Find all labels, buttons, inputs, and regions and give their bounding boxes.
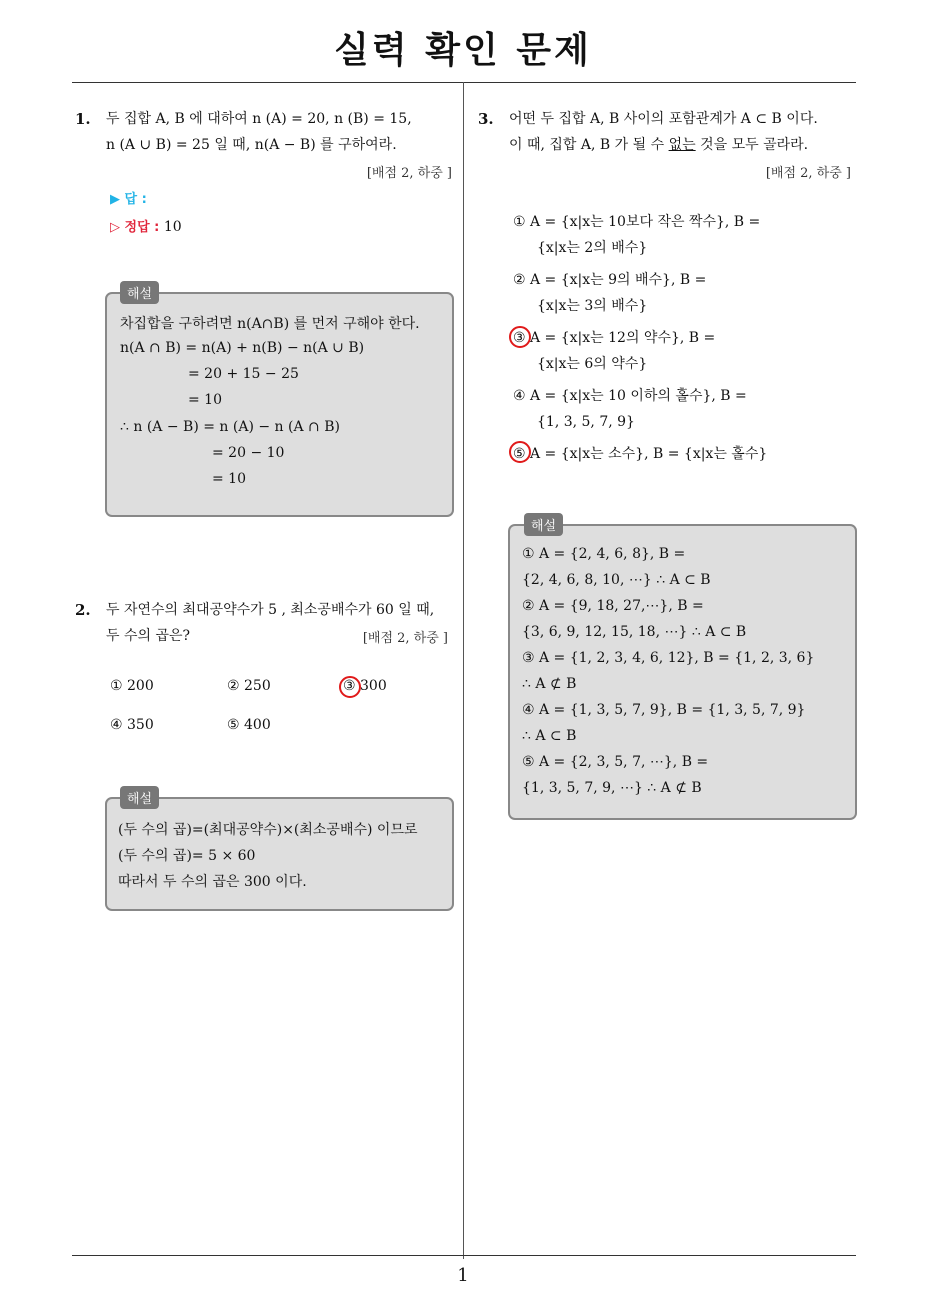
selected-answer-circle <box>339 676 361 698</box>
q1-answer <box>110 187 147 213</box>
column-divider <box>463 82 464 1259</box>
correct-value: 10 <box>163 219 182 235</box>
selected-answer-circle <box>509 441 531 463</box>
q3-line2-a: 이 때, 집합 A, B 가 될 수 <box>509 137 669 153</box>
bottom-rule <box>72 1255 856 1256</box>
q1-exp-line: = 10 <box>188 392 222 408</box>
q1-exp-line: = 20 + 15 − 25 <box>188 366 299 382</box>
q2-exp-line: (두 수의 곱)=(최대공약수)×(최소공배수) 이므로 <box>118 822 418 838</box>
q2-exp-line: (두 수의 곱)= 5 × 60 <box>118 848 256 864</box>
q2-line1: 두 자연수의 최대공약수가 5 , 최소공배수가 60 일 때, <box>106 602 435 618</box>
q3-choice-1[interactable] <box>513 209 760 261</box>
q3-choice-line: ③ A = {x|x는 12의 약수}, B = <box>513 330 716 346</box>
page-title: 실력 확인 문제 <box>334 30 592 71</box>
q1-exp-line: n(A ∩ B) = n(A) + n(B) − n(A ∪ B) <box>120 340 365 356</box>
q3-exp-line: ② A = {9, 18, 27,⋯}, B = <box>522 598 704 614</box>
q3-meta: [배점 2, 하중 ] <box>765 166 851 181</box>
q1-text <box>106 106 412 158</box>
q3-choice-5[interactable] <box>513 441 767 467</box>
q2-number: 2. <box>75 601 91 619</box>
q3-exp-line: {3, 6, 9, 12, 15, 18, ⋯} ∴ A ⊂ B <box>522 624 747 640</box>
q3-exp-line: ③ A = {1, 2, 3, 4, 6, 12}, B = {1, 2, 3, 6} <box>522 650 815 666</box>
q3-choice-3[interactable] <box>513 325 715 377</box>
q3-text <box>509 106 818 158</box>
q1-explanation-label: 해설 <box>120 281 159 304</box>
q1-exp-line: = 20 − 10 <box>212 445 285 461</box>
q3-choice-line: ② A = {x|x는 9의 배수}, B = <box>513 272 707 288</box>
q3-number: 3. <box>478 110 494 128</box>
q3-explanation-label: 해설 <box>524 513 563 536</box>
q3-line1: 어떤 두 집합 A, B 사이의 포함관계가 A ⊂ B 이다. <box>509 111 818 127</box>
q2-exp-line: 따라서 두 수의 곱은 300 이다. <box>118 874 307 890</box>
q1-exp-line: = 10 <box>212 471 246 487</box>
q3-choice-4[interactable] <box>513 383 747 435</box>
q2-line2: 두 수의 곱은? <box>106 628 191 644</box>
q3-choice-line: {x|x는 6의 약수} <box>537 356 648 372</box>
q1-exp-line: ∴ n (A − B) = n (A) − n (A ∩ B) <box>120 419 340 435</box>
selected-answer-circle <box>509 326 531 348</box>
q2-choice-4[interactable]: ④ 350 <box>110 717 154 733</box>
answer-label: ▶ 답 : <box>110 192 147 207</box>
q3-choice-line: ① A = {x|x는 10보다 작은 짝수}, B = <box>513 214 761 230</box>
q3-line2 <box>509 132 818 158</box>
q2-choice-3[interactable]: ③ 300 <box>343 678 387 694</box>
q2-choice-1[interactable]: ① 200 <box>110 678 154 694</box>
q2-explanation-label: 해설 <box>120 786 159 809</box>
correct-label: ▷ 정답 : <box>110 220 160 235</box>
q2-meta: [배점 2, 하중 ] <box>362 631 448 646</box>
q3-choice-line: {1, 3, 5, 7, 9} <box>537 414 635 430</box>
q3-explanation-box <box>508 524 857 820</box>
q3-choice-line: {x|x는 3의 배수} <box>537 298 648 314</box>
q3-choice-2[interactable] <box>513 267 706 319</box>
q1-number: 1. <box>75 110 91 128</box>
q1-line1: 두 집합 A, B 에 대하여 n (A) = 20, n (B) = 15, <box>106 111 412 127</box>
q1-exp-line: 차집합을 구하려면 n(A∩B) 를 먼저 구해야 한다. <box>120 316 420 332</box>
q3-choice-line: ⑤ A = {x|x는 소수}, B = {x|x는 홀수} <box>513 446 768 462</box>
q1-meta: [배점 2, 하중 ] <box>366 166 452 181</box>
q1-correct <box>110 214 182 241</box>
q2-choice-2[interactable]: ② 250 <box>227 678 271 694</box>
q2-choice-5[interactable]: ⑤ 400 <box>227 717 271 733</box>
q3-choice-line: {x|x는 2의 배수} <box>537 240 648 256</box>
q3-exp-line: ∴ A ⊄ B <box>522 676 577 692</box>
q3-exp-line: {1, 3, 5, 7, 9, ⋯} ∴ A ⊄ B <box>522 780 702 796</box>
q1-line2: n (A ∪ B) = 25 일 때, n(A − B) 를 구하여라. <box>106 137 397 153</box>
top-rule <box>72 82 856 83</box>
q3-exp-line: {2, 4, 6, 8, 10, ⋯} ∴ A ⊂ B <box>522 572 711 588</box>
q3-exp-line: ⑤ A = {2, 3, 5, 7, ⋯}, B = <box>522 754 709 770</box>
q3-choice-line: ④ A = {x|x는 10 이하의 홀수}, B = <box>513 388 747 404</box>
q3-exp-line: ① A = {2, 4, 6, 8}, B = <box>522 546 686 562</box>
q3-exp-line: ④ A = {1, 3, 5, 7, 9}, B = {1, 3, 5, 7, 9} <box>522 702 806 718</box>
q3-line2-b: 것을 모두 골라라. <box>695 137 809 153</box>
q3-line2-underlined: 없는 <box>668 137 696 153</box>
page-number: 1 <box>457 1265 469 1286</box>
q3-exp-line: ∴ A ⊂ B <box>522 728 577 744</box>
